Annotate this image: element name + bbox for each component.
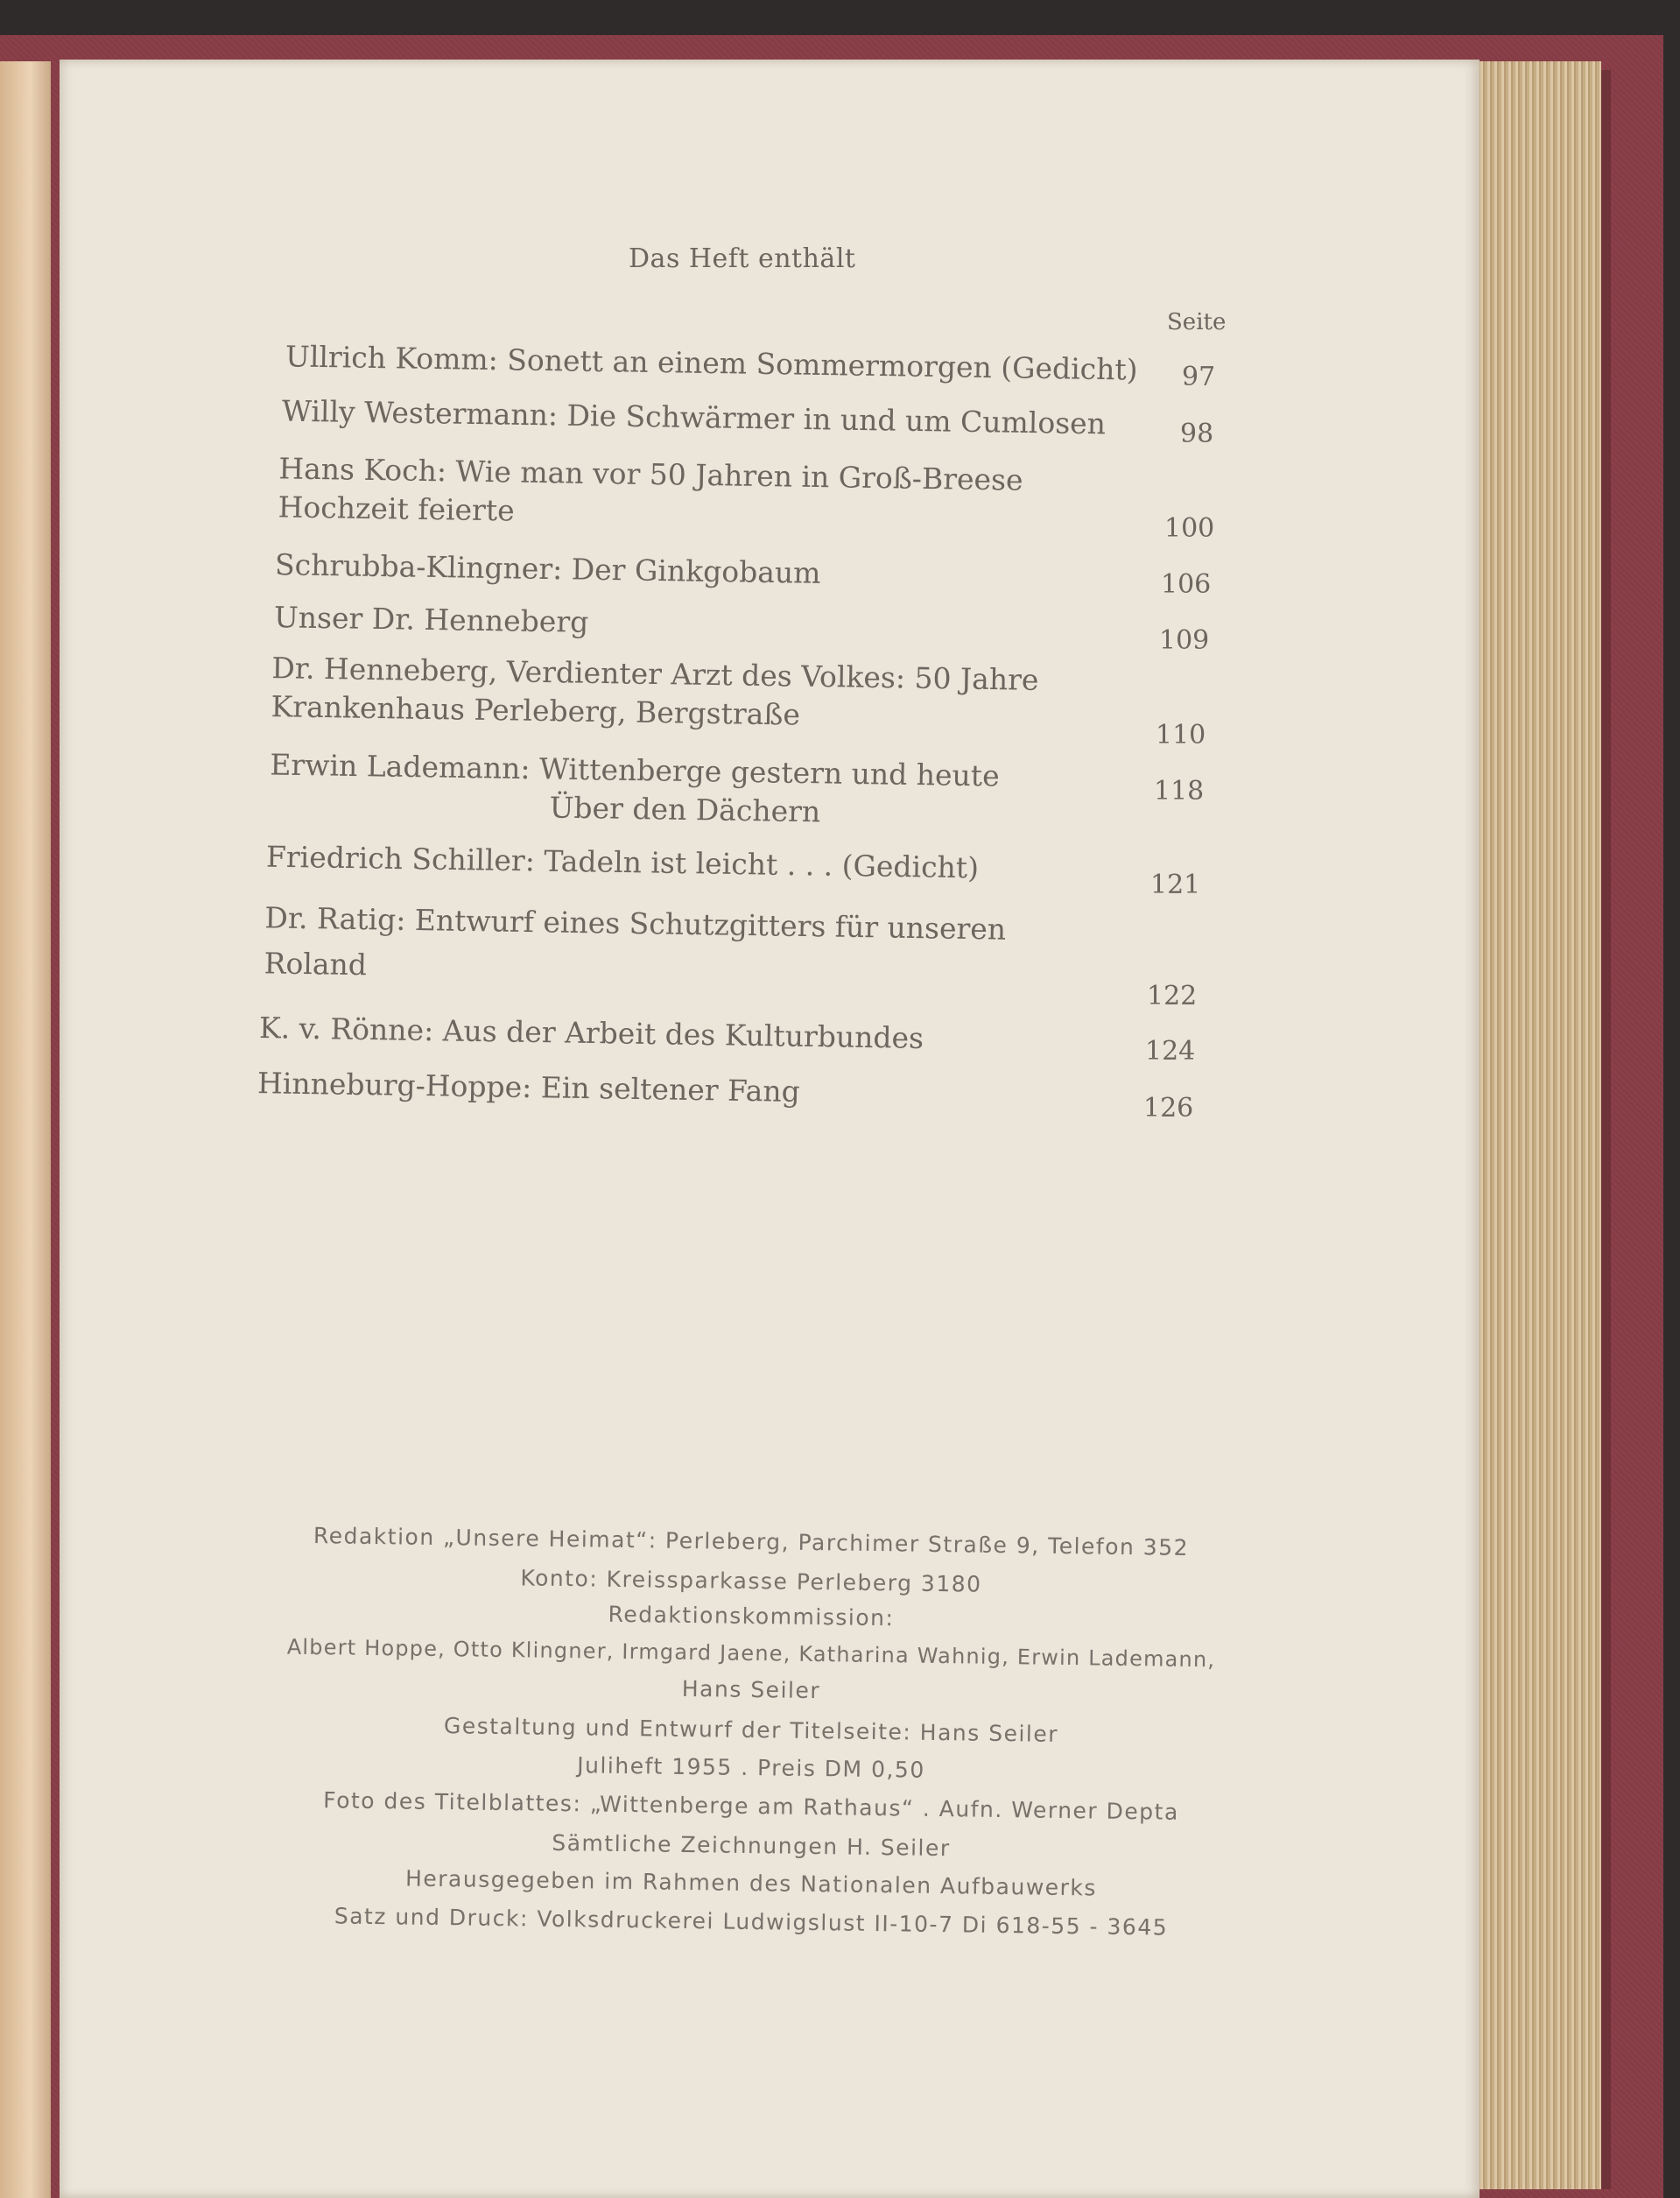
toc-entry-line: Krankenhaus Perleberg, Bergstraße	[271, 689, 801, 732]
imprint-line: Satz und Druck: Volksdruckerei Ludwigslust II-10-7 Di 618-55 - 3645	[334, 1903, 1169, 1941]
imprint-line: Albert Hoppe, Otto Klingner, Irmgard Jaene, Katharina Wahnig, Erwin Lademann,	[286, 1634, 1216, 1673]
toc-entry-line: Hochzeit feierte	[278, 490, 515, 528]
toc-entry-line: Willy Westermann: Die Schwärmer in und um Cumlosen	[281, 393, 1107, 441]
toc-page-number: 118	[1154, 776, 1205, 807]
toc-entry-line: Roland	[264, 946, 368, 983]
toc-entry	[266, 838, 980, 888]
toc-page-number: 109	[1159, 625, 1210, 656]
imprint-line: Sämtliche Zeichnungen H. Seiler	[552, 1829, 951, 1862]
toc-entry-line: Unser Dr. Henneberg	[273, 600, 589, 639]
toc-page-number: 100	[1164, 513, 1215, 544]
imprint-line: Redaktionskommission:	[608, 1601, 895, 1631]
toc-entry-line: Friedrich Schiller: Tadeln ist leicht . . . (Gedicht)	[265, 839, 980, 885]
toc-entry-line: Dr. Ratig: Entwurf eines Schutzgitters für unseren	[264, 900, 1007, 947]
toc-page-number: 106	[1161, 569, 1212, 600]
toc-entry-line: Hinneburg-Hoppe: Ein seltener Fang	[257, 1066, 801, 1109]
toc-entry-line: Hans Koch: Wie man vor 50 Jahren in Groß-Breese	[278, 451, 1023, 497]
toc-entry	[259, 1009, 924, 1058]
toc-entry-line: Ullrich Komm: Sonett an einem Sommermorgen (Gedicht)	[285, 339, 1138, 387]
toc-entry-line: Erwin Lademann: Wittenberge gestern und heute	[270, 747, 1000, 793]
toc-page-number: 124	[1145, 1036, 1196, 1067]
facing-page-edge	[0, 61, 51, 2198]
toc-entry	[257, 1064, 800, 1111]
imprint-line: Gestaltung und Entwurf der Titelseite: Hans Seiler	[443, 1713, 1059, 1747]
toc-entry	[264, 898, 1006, 994]
book-page	[60, 60, 1480, 2198]
toc-entry-line: K. v. Rönne: Aus der Arbeit des Kulturbundes	[258, 1011, 924, 1055]
imprint-line: Hans Seiler	[681, 1675, 821, 1704]
toc-entry	[271, 649, 1038, 738]
imprint-line: Konto: Kreissparkasse Perleberg 3180	[520, 1565, 982, 1597]
toc-page-number: 97	[1182, 362, 1216, 392]
toc-entry	[282, 392, 1107, 444]
toc-entry-line: Dr. Henneberg, Verdienter Arzt des Volkes: 50 Jahre	[271, 651, 1039, 697]
imprint-line: Herausgegeben im Rahmen des Nationalen Aufbauwerks	[404, 1865, 1098, 1901]
toc-page-number: 98	[1180, 419, 1214, 449]
imprint-line: Redaktion „Unsere Heimat“: Perleberg, Parchimer Straße 9, Telefon 352	[313, 1523, 1190, 1560]
toc-entry	[275, 546, 821, 593]
page-content	[60, 60, 1480, 2198]
toc-entry	[278, 449, 1023, 538]
toc-entry-line: Über den Dächern	[549, 790, 821, 829]
toc-title: Das Heft enthält	[629, 243, 856, 274]
imprint-line: Foto des Titelblattes: „Wittenberge am Rathaus“ . Aufn. Werner Depta	[323, 1787, 1179, 1825]
imprint-line: Juliheft 1955 . Preis DM 0,50	[577, 1752, 925, 1783]
toc-page-number: 122	[1147, 981, 1198, 1011]
toc-page-number: 110	[1156, 720, 1206, 750]
toc-entry	[274, 598, 589, 642]
toc-page-number: 121	[1150, 870, 1201, 900]
toc-entry	[285, 337, 1138, 389]
toc-page-number: 126	[1143, 1093, 1194, 1124]
toc-entry	[269, 745, 1000, 834]
toc-entry-line: Schrubba-Klingner: Der Ginkgobaum	[274, 547, 821, 590]
page-column-label: Seite	[1167, 309, 1227, 335]
